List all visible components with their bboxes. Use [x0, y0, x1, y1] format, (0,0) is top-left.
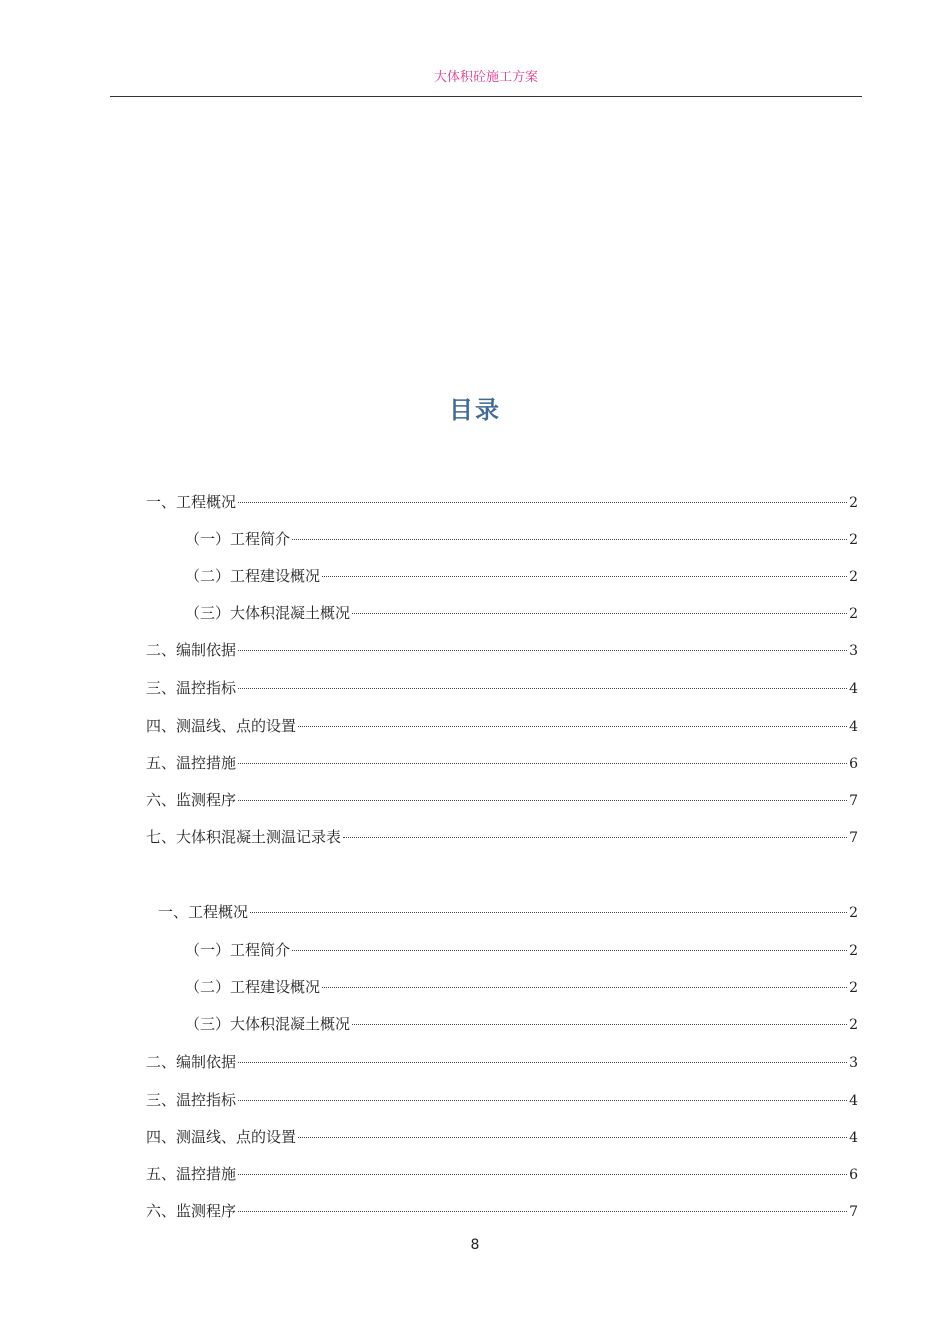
- toc-leader: [238, 1211, 847, 1212]
- toc-leader: [238, 1062, 847, 1063]
- toc-entry-page: 2: [849, 980, 858, 996]
- toc-entry-label: （一）工程简介: [185, 941, 291, 959]
- toc-entry[interactable]: [146, 491, 858, 513]
- toc-entry-label: （二）工程建设概况: [185, 978, 321, 996]
- toc-leader: [238, 502, 847, 503]
- running-header: 大体积砼施工方案: [433, 70, 538, 85]
- toc-entry[interactable]: [185, 976, 858, 998]
- toc-entry-label: 五、温控措施: [146, 754, 237, 772]
- toc-entry-label: 二、编制依据: [146, 641, 237, 659]
- toc-entry[interactable]: [158, 901, 858, 923]
- toc-entry-label: 二、编制依据: [146, 1053, 237, 1071]
- toc-leader: [238, 763, 847, 764]
- toc-entry-page: 2: [849, 905, 858, 921]
- toc-entry[interactable]: [185, 528, 858, 550]
- toc-entry-page: 7: [849, 793, 858, 809]
- toc-leader: [322, 987, 847, 988]
- toc-entry-label: （一）工程简介: [185, 530, 291, 548]
- toc-entry[interactable]: [146, 1089, 858, 1111]
- toc-leader: [298, 1137, 847, 1138]
- toc-entry-page: 4: [849, 1093, 858, 1109]
- toc-entry[interactable]: [146, 1163, 858, 1185]
- toc-entry[interactable]: [146, 826, 858, 848]
- toc-entry-label: 六、监测程序: [146, 791, 237, 809]
- toc-leader: [238, 650, 847, 651]
- toc-leader: [292, 950, 847, 951]
- toc-entry-page: 2: [849, 495, 858, 511]
- toc-entry-page: 4: [849, 719, 858, 735]
- toc-entry[interactable]: [146, 639, 858, 661]
- toc-entry-page: 2: [849, 943, 858, 959]
- toc-entry-page: 7: [849, 1204, 858, 1220]
- toc-entry-page: 3: [849, 643, 858, 659]
- toc-entry-page: 2: [849, 1017, 858, 1033]
- header-rule: [110, 96, 862, 97]
- toc-entry-label: （二）工程建设概况: [185, 567, 321, 585]
- toc-entry[interactable]: [185, 939, 858, 961]
- toc-entry[interactable]: [146, 1126, 858, 1148]
- toc-entry-page: 7: [849, 830, 858, 846]
- toc-leader: [322, 576, 847, 577]
- toc-entry[interactable]: [146, 789, 858, 811]
- toc-leader: [238, 1174, 847, 1175]
- toc-entry-label: 一、工程概况: [158, 903, 249, 921]
- toc-entry-page: 6: [849, 1167, 858, 1183]
- toc-entry-label: 三、温控指标: [146, 679, 237, 697]
- toc-leader: [238, 800, 847, 801]
- toc-entry[interactable]: [146, 715, 858, 737]
- page-number: 8: [470, 1237, 480, 1253]
- toc-entry-page: 6: [849, 756, 858, 772]
- toc-leader: [238, 688, 847, 689]
- toc-entry-label: 五、温控措施: [146, 1165, 237, 1183]
- toc-entry-label: （三）大体积混凝土概况: [185, 604, 351, 622]
- toc-entry-page: 4: [849, 681, 858, 697]
- toc-entry-label: 三、温控指标: [146, 1091, 237, 1109]
- toc-entry-label: 六、监测程序: [146, 1202, 237, 1220]
- toc-entry-label: 四、测温线、点的设置: [146, 717, 297, 735]
- toc-entry-page: 3: [849, 1055, 858, 1071]
- toc-leader: [250, 912, 847, 913]
- toc-entry-label: （三）大体积混凝土概况: [185, 1015, 351, 1033]
- toc-leader: [298, 726, 847, 727]
- toc-entry[interactable]: [185, 1013, 858, 1035]
- toc-entry-page: 2: [849, 569, 858, 585]
- toc-leader: [343, 837, 847, 838]
- toc-entry[interactable]: [146, 1051, 858, 1073]
- toc-entry-page: 4: [849, 1130, 858, 1146]
- toc-entry[interactable]: [185, 602, 858, 624]
- toc-entry[interactable]: [146, 1200, 858, 1222]
- toc-leader: [352, 613, 847, 614]
- toc-entry-label: 一、工程概况: [146, 493, 237, 511]
- toc-entry[interactable]: [146, 752, 858, 774]
- toc-leader: [352, 1024, 847, 1025]
- toc-entry-label: 四、测温线、点的设置: [146, 1128, 297, 1146]
- toc-entry[interactable]: [146, 677, 858, 699]
- toc-leader: [238, 1100, 847, 1101]
- toc-title: 目录: [449, 396, 501, 424]
- toc-entry-label: 七、大体积混凝土测温记录表: [146, 828, 342, 846]
- toc-entry[interactable]: [185, 565, 858, 587]
- toc-entry-page: 2: [849, 606, 858, 622]
- toc-leader: [292, 539, 847, 540]
- toc-entry-page: 2: [849, 532, 858, 548]
